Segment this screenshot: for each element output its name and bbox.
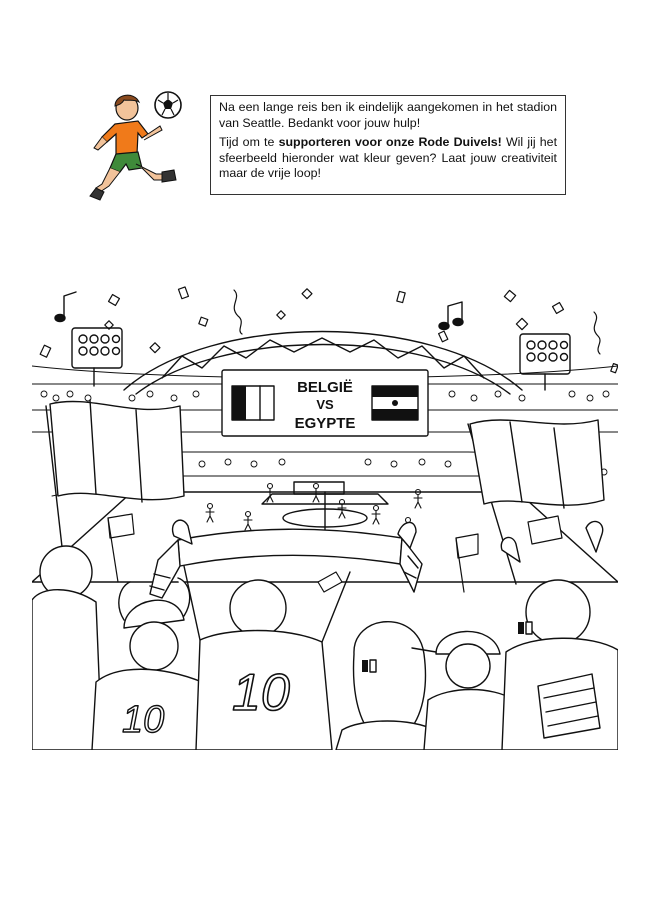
shirt-number-left: 10: [122, 699, 165, 741]
music-note-icon: [55, 292, 463, 330]
scoreboard-versus: VS: [316, 397, 334, 412]
stadium-coloring-scene: [32, 282, 618, 750]
floodlight-left: [72, 328, 122, 386]
scoreboard-team-away: EGYPTE: [294, 415, 356, 432]
intro-paragraph-2-end: Wil jij het sfeerbeeld hieronder wat kleur geven? Laat jouw creativiteit maar de vrije loop!: [219, 135, 558, 181]
intro-paragraph-2-bold: supporteren voor onze Rode Duivels!: [278, 135, 502, 150]
floodlight-right: [520, 334, 570, 390]
intro-paragraph-2-start: Tijd om te: [219, 135, 279, 150]
shirt-number-center: 10: [232, 664, 290, 722]
scoreboard: [222, 370, 428, 436]
mascot-soccer-player: [82, 88, 190, 206]
scoreboard-team-home: BELGIË: [297, 379, 353, 396]
flag-right: [468, 420, 604, 584]
belgium-flag-icon: [232, 386, 274, 420]
intro-paragraph-1: Na een lange reis ben ik eindelijk aangekomen in het stadion van Seattle. Bedankt voor jouw hulp!: [219, 100, 557, 130]
egypt-flag-icon: [372, 386, 418, 420]
soccer-ball-icon: [155, 92, 181, 118]
intro-paragraph-2: [219, 135, 557, 182]
intro-text-box: [210, 95, 566, 195]
confetti: [40, 287, 618, 373]
striped-scarf: [538, 674, 600, 738]
